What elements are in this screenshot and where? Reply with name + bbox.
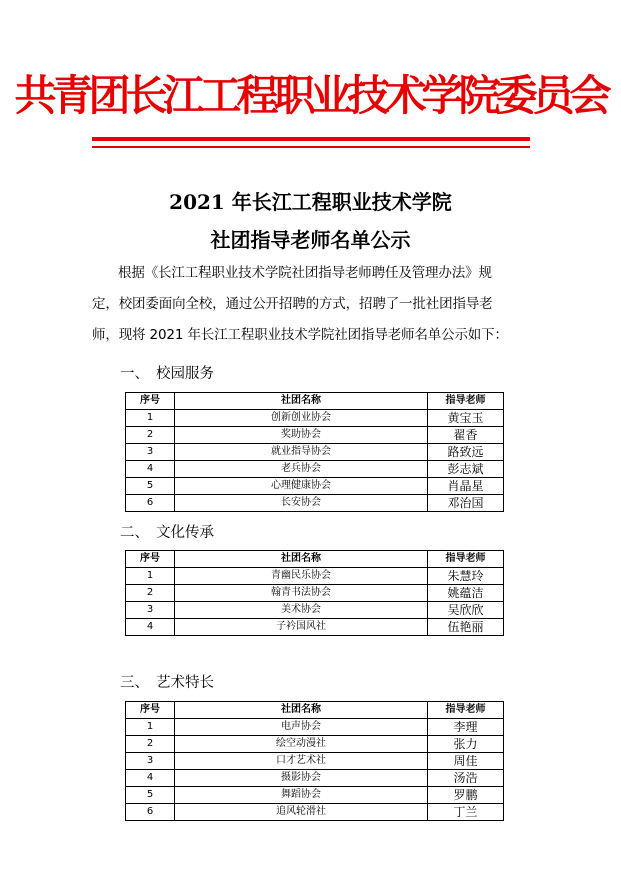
row-index: 1 <box>126 410 175 427</box>
header-index: 序号 <box>126 393 175 410</box>
header-club: 社团名称 <box>175 393 428 410</box>
table-row <box>126 461 504 478</box>
section-heading-campus-service <box>120 363 214 385</box>
row-teacher: 黄宝玉 <box>428 410 504 427</box>
club-table-art-specialty <box>125 701 504 821</box>
row-teacher: 罗鹏 <box>428 787 504 804</box>
row-index: 6 <box>126 495 175 512</box>
row-club: 就业指导协会 <box>175 444 428 461</box>
row-teacher: 张力 <box>428 736 504 753</box>
row-club: 青幽民乐协会 <box>175 568 428 585</box>
table-row <box>126 495 504 512</box>
row-club: 翰青书法协会 <box>175 585 428 602</box>
document-title-line1: 2021 年长江工程职业技术学院 <box>169 190 452 214</box>
section-heading-cultural-heritage <box>120 522 214 544</box>
table-row <box>126 585 504 602</box>
table-row <box>126 478 504 495</box>
row-club: 摄影协会 <box>175 770 428 787</box>
header-index: 序号 <box>126 702 175 719</box>
row-index: 2 <box>126 585 175 602</box>
letterhead-thin-rule <box>92 146 530 148</box>
row-teacher: 吴欣欣 <box>428 602 504 619</box>
row-teacher: 丁兰 <box>428 804 504 821</box>
row-teacher: 邓治国 <box>428 495 504 512</box>
section-number: 三、 <box>120 675 149 691</box>
row-teacher: 李理 <box>428 719 504 736</box>
row-club: 子衿国风社 <box>175 619 428 636</box>
section-number: 二、 <box>120 525 149 541</box>
row-index: 5 <box>126 787 175 804</box>
table-row <box>126 719 504 736</box>
row-club: 口才艺术社 <box>175 753 428 770</box>
table-header-row <box>126 393 504 410</box>
header-index: 序号 <box>126 551 175 568</box>
row-club: 奖助协会 <box>175 427 428 444</box>
row-teacher: 路致远 <box>428 444 504 461</box>
letterhead-thick-rule <box>92 137 530 141</box>
header-club: 社团名称 <box>175 551 428 568</box>
intro-line-2: 定，校团委面向全校，通过公开招聘的方式，招聘了一批社团指导老 <box>92 296 493 312</box>
section-title: 艺术特长 <box>156 675 214 691</box>
row-club: 心理健康协会 <box>175 478 428 495</box>
table-row <box>126 753 504 770</box>
section-title: 文化传承 <box>156 525 214 541</box>
table-header-row <box>126 551 504 568</box>
intro-line-1: 根据《长江工程职业技术学院社团指导老师聘任及管理办法》规 <box>118 265 492 281</box>
row-index: 6 <box>126 804 175 821</box>
row-index: 4 <box>126 619 175 636</box>
row-teacher: 伍艳丽 <box>428 619 504 636</box>
row-teacher: 翟香 <box>428 427 504 444</box>
row-club: 美术协会 <box>175 602 428 619</box>
header-teacher: 指导老师 <box>428 702 504 719</box>
row-club: 长安协会 <box>175 495 428 512</box>
row-club: 绘空动漫社 <box>175 736 428 753</box>
table-row <box>126 427 504 444</box>
document-title-line2: 社团指导老师名单公示 <box>210 228 411 252</box>
table-row <box>126 410 504 427</box>
table-row <box>126 787 504 804</box>
table-header-row <box>126 702 504 719</box>
club-table-campus-service <box>125 392 504 512</box>
intro-line-3: 师，现将 2021 年长江工程职业技术学院社团指导老师名单公示如下： <box>92 327 508 343</box>
letterhead-title: 共青团长江工程职业技术学院委员会 <box>14 71 607 120</box>
row-index: 4 <box>126 770 175 787</box>
row-index: 1 <box>126 719 175 736</box>
row-teacher: 肖晶星 <box>428 478 504 495</box>
table-row <box>126 602 504 619</box>
section-title: 校园服务 <box>156 366 214 382</box>
row-teacher: 朱慧玲 <box>428 568 504 585</box>
row-teacher: 姚蕴洁 <box>428 585 504 602</box>
row-index: 1 <box>126 568 175 585</box>
header-teacher: 指导老师 <box>428 551 504 568</box>
row-index: 5 <box>126 478 175 495</box>
row-index: 3 <box>126 444 175 461</box>
header-club: 社团名称 <box>175 702 428 719</box>
row-index: 3 <box>126 602 175 619</box>
table-row <box>126 736 504 753</box>
club-table-cultural-heritage <box>125 550 504 636</box>
row-teacher: 彭志斌 <box>428 461 504 478</box>
header-teacher: 指导老师 <box>428 393 504 410</box>
row-index: 4 <box>126 461 175 478</box>
row-index: 2 <box>126 736 175 753</box>
section-heading-art-specialty <box>120 672 214 694</box>
table-row <box>126 804 504 821</box>
row-teacher: 汤浩 <box>428 770 504 787</box>
row-club: 老兵协会 <box>175 461 428 478</box>
row-club: 电声协会 <box>175 719 428 736</box>
section-number: 一、 <box>120 366 149 382</box>
row-club: 舞蹈协会 <box>175 787 428 804</box>
table-row <box>126 444 504 461</box>
row-index: 3 <box>126 753 175 770</box>
row-club: 追风轮滑社 <box>175 804 428 821</box>
row-club: 创新创业协会 <box>175 410 428 427</box>
table-row <box>126 568 504 585</box>
row-teacher: 周佳 <box>428 753 504 770</box>
table-row <box>126 619 504 636</box>
row-index: 2 <box>126 427 175 444</box>
table-row <box>126 770 504 787</box>
